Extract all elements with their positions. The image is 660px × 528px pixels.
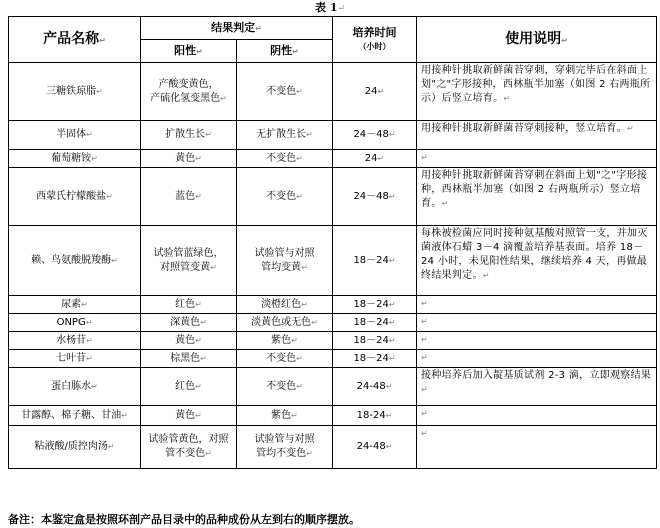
culture-time-cell-text: 24: [364, 152, 378, 164]
negative-result-cell: [237, 296, 333, 314]
usage-cell: [417, 314, 657, 332]
paragraph-mark: ↵: [296, 153, 303, 163]
table-row: [9, 332, 657, 350]
product-name-cell: [9, 406, 141, 426]
product-name-cell: [9, 63, 141, 121]
culture-time-cell-text: 24: [364, 85, 378, 97]
product-name-cell: [9, 226, 141, 296]
product-name-cell-text: 西蒙氏柠檬酸盐: [36, 190, 107, 202]
paragraph-mark: ↵: [296, 381, 303, 391]
table-row: [9, 314, 657, 332]
culture-time-cell-text: 18－24: [353, 298, 389, 310]
negative-result-cell: [237, 368, 333, 406]
product-name-cell: [9, 168, 141, 226]
product-name-cell-text: ONPG: [56, 316, 86, 328]
paragraph-mark: ↵: [111, 255, 118, 265]
header-positive: 阳性↵: [141, 40, 237, 63]
paragraph-mark: ↵: [195, 299, 202, 309]
table-header-row: [9, 17, 657, 40]
paragraph-mark: ↵: [296, 353, 303, 363]
paragraph-mark: ↵: [200, 353, 207, 363]
product-table: [8, 16, 657, 469]
negative-result-cell-text: 不变色: [266, 85, 297, 97]
negative-result-cell: [237, 406, 333, 426]
paragraph-mark: ↵: [301, 299, 308, 309]
paragraph-mark: ↵: [421, 335, 429, 344]
positive-result-cell-text: 深黄色: [170, 316, 201, 328]
product-name-cell: [9, 314, 141, 332]
positive-result-cell-text: 棕黑色: [170, 352, 201, 364]
paragraph-mark: ↵: [195, 153, 202, 163]
paragraph-mark: ↵: [296, 86, 303, 96]
paragraph-mark: ↵: [441, 199, 449, 208]
positive-result-cell: [141, 150, 237, 168]
culture-time-cell: [333, 296, 417, 314]
header-negative: 阴性↵: [237, 40, 333, 63]
paragraph-mark: ↵: [421, 299, 429, 308]
paragraph-mark: ↵: [195, 191, 202, 201]
table-row: [9, 121, 657, 150]
paragraph-mark: ↵: [421, 353, 429, 362]
paragraph-mark: ↵: [388, 130, 396, 139]
paragraph-mark: ↵: [301, 262, 308, 272]
product-name-cell: [9, 121, 141, 150]
positive-result-cell-text: 蓝色: [175, 190, 196, 202]
paragraph-mark: ↵: [291, 410, 298, 420]
negative-result-cell: [237, 226, 333, 296]
paragraph-mark: ↵: [200, 317, 207, 327]
usage-cell: [417, 406, 657, 426]
product-name-cell-text: 粘液酸/质控肉汤: [34, 441, 108, 452]
culture-time-cell-text: 24－48: [353, 190, 389, 202]
negative-result-cell-text: 不变色: [266, 152, 297, 164]
culture-time-cell: [333, 350, 417, 368]
negative-result-cell: [237, 150, 333, 168]
paragraph-mark: ↵: [388, 299, 396, 309]
culture-time-cell: [333, 121, 417, 150]
negative-result-cell: [237, 350, 333, 368]
header-culture-time: 培养时间 （小时）: [333, 17, 417, 63]
positive-result-cell-text: 扩散生长: [165, 129, 206, 140]
header-product-name: 产品名称↵: [9, 17, 141, 63]
negative-result-cell-text: 紫色: [271, 334, 292, 346]
product-name-cell-text: 甘露醇、棉子糖、甘油: [21, 409, 122, 421]
paragraph-mark: ↵: [388, 335, 396, 345]
usage-cell: [417, 226, 657, 296]
paragraph-mark: ↵: [106, 191, 113, 201]
product-name-cell: [9, 368, 141, 406]
product-name-cell: [9, 150, 141, 168]
paragraph-mark: ↵: [195, 335, 202, 345]
paragraph-mark: ↵: [627, 124, 635, 133]
positive-result-cell-text: 黄色: [175, 409, 196, 421]
paragraph-mark: ↵: [81, 299, 88, 309]
product-name-cell: [9, 332, 141, 350]
paragraph-mark: ↵: [86, 335, 93, 345]
paragraph-mark: ↵: [421, 385, 429, 394]
table-row: [9, 296, 657, 314]
culture-time-cell-text: 18-24: [356, 409, 386, 421]
table-row: [9, 150, 657, 168]
usage-cell-text: 用接种针挑取新鲜菌苔穿刺接种，竖立培育。: [421, 123, 628, 134]
paragraph-mark: ↵: [210, 262, 217, 272]
culture-time-cell-text: 18－24: [353, 254, 389, 266]
positive-result-cell: [141, 226, 237, 296]
usage-cell: [417, 168, 657, 226]
paragraph-mark: ↵: [86, 130, 93, 139]
paragraph-mark: ↵: [205, 130, 212, 139]
paragraph-mark: ↵: [107, 442, 115, 451]
paragraph-mark: ↵: [388, 353, 396, 363]
usage-cell: [417, 296, 657, 314]
usage-cell: [417, 121, 657, 150]
paragraph-mark: ↵: [503, 94, 511, 103]
negative-result-cell-text: 淡黄色或无色: [251, 316, 312, 328]
negative-result-cell-text: 不变色: [266, 352, 297, 364]
paragraph-mark: ↵: [296, 191, 303, 201]
table-row: [9, 350, 657, 368]
culture-time-cell: [333, 150, 417, 168]
product-name-cell-text: 水杨苷: [56, 334, 87, 346]
positive-result-cell: [141, 121, 237, 150]
positive-result-cell-text: 试验管蓝绿色， 对照管变黄: [153, 247, 224, 273]
paragraph-mark: ↵: [91, 153, 98, 163]
positive-result-cell: [141, 332, 237, 350]
culture-time-cell: [333, 226, 417, 296]
positive-result-cell: [141, 168, 237, 226]
paragraph-mark: ↵: [96, 86, 103, 96]
positive-result-cell-text: 红色: [175, 380, 196, 392]
paragraph-mark: ↵: [306, 449, 313, 458]
culture-time-cell-text: 18－24: [353, 334, 389, 346]
table-row: [9, 406, 657, 426]
usage-cell: [417, 63, 657, 121]
culture-time-cell: [333, 63, 417, 121]
negative-result-cell-text: 试验管与对照 管均不变色: [254, 434, 315, 459]
product-name-cell-text: 尿素: [61, 298, 82, 310]
negative-result-cell: [237, 332, 333, 350]
footnote: 备注：本鉴定盒是按照环剖产品目录中的品种成份从左到右的顺序摆放。: [8, 513, 360, 526]
table-caption: 表 1↵: [314, 1, 346, 14]
culture-time-cell-text: 18－24: [353, 352, 389, 364]
paragraph-mark: ↵: [306, 130, 313, 139]
culture-time-cell: [333, 332, 417, 350]
table-row: [9, 168, 657, 226]
header-usage: 使用说明↵: [417, 17, 657, 63]
product-name-cell-text: 三糖铁琼脂: [46, 85, 97, 97]
culture-time-cell: [333, 406, 417, 426]
positive-result-cell: [141, 296, 237, 314]
paragraph-mark: ↵: [205, 449, 212, 458]
product-name-cell: [9, 426, 141, 469]
usage-cell: [417, 332, 657, 350]
culture-time-cell: [333, 426, 417, 469]
table-row: [9, 426, 657, 469]
positive-result-cell-text: 试验管黄色，对照 管不变色: [148, 434, 229, 459]
positive-result-cell: [141, 350, 237, 368]
usage-cell: [417, 368, 657, 406]
culture-time-cell-text: 24-48: [356, 441, 386, 452]
paragraph-mark: ↵: [388, 255, 396, 265]
positive-result-cell-text: 黄色: [175, 152, 196, 164]
usage-cell-text: 用接种针挑取新鲜菌苔穿刺，穿刺完毕后在斜面上划"之"字形接种，西林瓶半加塞（如图 2 右两瓶所示）后竖立培育。: [421, 65, 651, 104]
positive-result-cell-text: 产酸变黄色， 产硫化氢变黑色: [150, 78, 221, 104]
product-name-cell: [9, 350, 141, 368]
negative-result-cell-text: 试验管与对照 管均变黄: [254, 247, 315, 273]
paragraph-mark: ↵: [388, 191, 396, 201]
paragraph-mark: ↵: [86, 353, 93, 363]
paragraph-mark: ↵: [377, 153, 385, 163]
usage-cell: [417, 426, 657, 469]
product-name-cell-text: 赖、鸟氨酸脱羧酶: [31, 254, 112, 266]
paragraph-mark: ↵: [421, 153, 429, 162]
positive-result-cell-text: 黄色: [175, 334, 196, 346]
positive-result-cell: [141, 406, 237, 426]
paragraph-mark: ↵: [421, 409, 429, 418]
table-row: [9, 226, 657, 296]
positive-result-cell: [141, 368, 237, 406]
culture-time-cell-text: 24-48: [356, 380, 386, 392]
culture-time-cell: [333, 314, 417, 332]
usage-cell-text: 每株被检菌应同时接种氨基酸对照管一支，并加灭菌液体石蜡 3－4 滴覆盖培养基表面。培养 18－24 小时，未见阳性结果，继续培养 4 天，再做最终结果判定。: [421, 228, 648, 281]
culture-time-cell-text: 18－24: [353, 316, 389, 328]
paragraph-mark: ↵: [195, 410, 202, 420]
product-name-cell-text: 七叶苷: [56, 352, 87, 364]
negative-result-cell: [237, 426, 333, 469]
negative-result-cell-text: 淡橙红色: [261, 298, 302, 310]
usage-cell: [417, 150, 657, 168]
product-name-cell-text: 半固体: [56, 129, 87, 140]
paragraph-mark: ↵: [291, 335, 298, 345]
negative-result-cell: [237, 314, 333, 332]
paragraph-mark: ↵: [311, 317, 318, 327]
negative-result-cell: [237, 63, 333, 121]
negative-result-cell-text: 紫色: [271, 409, 292, 421]
usage-cell-text: 用接种针挑取新鲜菌苔穿刺在斜面上划"之"字形接种，西林瓶半加塞（如图 2 右两瓶所示）竖立培育。: [421, 170, 648, 209]
product-name-cell-text: 葡萄糖铵: [51, 152, 92, 164]
culture-time-cell: [333, 368, 417, 406]
paragraph-mark: ↵: [91, 381, 98, 391]
paragraph-mark: ↵: [377, 86, 385, 96]
table-row: [9, 368, 657, 406]
paragraph-mark: ↵: [220, 93, 227, 103]
paragraph-mark: ↵: [421, 429, 429, 438]
usage-cell-text: 接种培养后加入靛基质试剂 2-3 滴，立即观察结果: [421, 370, 652, 381]
product-name-cell-text: 蛋白胨水: [51, 380, 92, 392]
negative-result-cell-text: 不变色: [266, 190, 297, 202]
paragraph-mark: ↵: [385, 381, 393, 391]
paragraph-mark: ↵: [121, 410, 128, 420]
header-result: 结果判定↵: [141, 17, 333, 40]
culture-time-cell-text: 24－48: [353, 129, 389, 140]
table-row: [9, 63, 657, 121]
negative-result-cell: [237, 121, 333, 150]
paragraph-mark: ↵: [388, 317, 396, 327]
positive-result-cell: [141, 314, 237, 332]
positive-result-cell: [141, 426, 237, 469]
positive-result-cell: [141, 63, 237, 121]
product-name-cell: [9, 296, 141, 314]
positive-result-cell-text: 红色: [175, 298, 196, 310]
negative-result-cell: [237, 168, 333, 226]
usage-cell: [417, 350, 657, 368]
paragraph-mark: ↵: [195, 381, 202, 391]
culture-time-cell: [333, 168, 417, 226]
paragraph-mark: ↵: [421, 317, 429, 326]
paragraph-mark: ↵: [482, 271, 490, 280]
negative-result-cell-text: 无扩散生长: [256, 129, 307, 140]
negative-result-cell-text: 不变色: [266, 380, 297, 392]
paragraph-mark: ↵: [385, 410, 393, 420]
paragraph-mark: ↵: [85, 317, 93, 327]
paragraph-mark: ↵: [385, 442, 393, 451]
